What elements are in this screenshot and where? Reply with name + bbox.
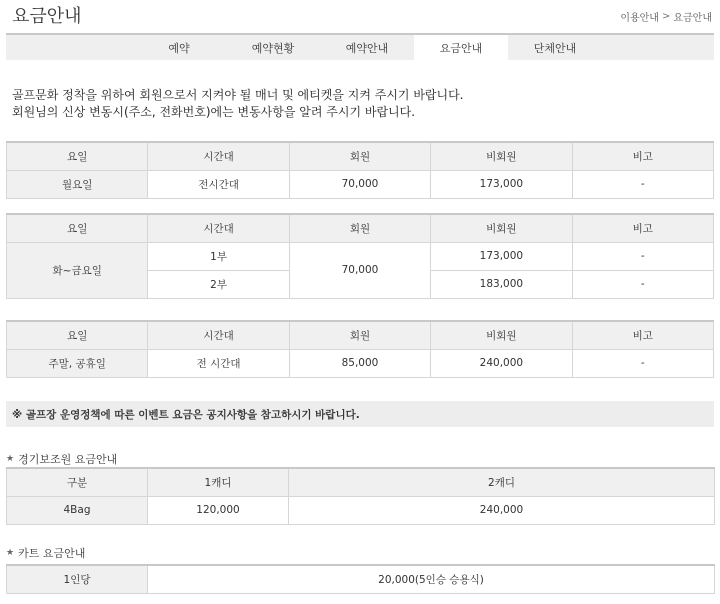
- day-cell: 월요일: [7, 170, 148, 198]
- nonmember-price-cell: 173,000: [431, 170, 572, 198]
- notice-line-1: 골프문화 정착을 위하여 회원으로서 지켜야 될 매너 및 에티켓을 지켜 주시기 바랍니다.: [12, 88, 464, 102]
- member-price-cell: 85,000: [289, 349, 430, 377]
- header-note: 비고: [572, 214, 713, 242]
- header-member: 회원: [289, 142, 430, 170]
- breadcrumb-separator: >: [661, 11, 671, 22]
- event-notice: ※ 골프장 운영정책에 따른 이벤트 요금은 공지사항을 참고하시기 바랍니다.: [6, 401, 714, 427]
- header-day: 요일: [7, 321, 148, 349]
- header-nonmember: 비회원: [431, 142, 572, 170]
- note-cell: -: [572, 242, 713, 270]
- category-cell: 4Bag: [7, 496, 148, 524]
- cart-rate-table: [6, 564, 715, 594]
- weekend-rate-table: [6, 320, 714, 378]
- breadcrumb-item-usage-guide[interactable]: 이용안내: [620, 13, 659, 24]
- day-cell: 화~금요일: [7, 242, 148, 298]
- note-cell: -: [572, 349, 713, 377]
- two-caddie-price-cell: 240,000: [289, 496, 715, 524]
- time-cell: 2부: [148, 270, 289, 298]
- tab-group-guide[interactable]: 단체안내: [533, 41, 577, 55]
- one-caddie-price-cell: 120,000: [148, 496, 289, 524]
- cart-price-cell: 20,000(5인승 승용식): [148, 565, 715, 593]
- note-cell: -: [572, 170, 713, 198]
- tab-reservation[interactable]: 예약: [168, 41, 190, 55]
- cart-section-title: [6, 545, 85, 561]
- header-time: 시간대: [148, 142, 289, 170]
- nonmember-price-cell: 183,000: [431, 270, 572, 298]
- caddie-title-text: 경기보조원 요금안내: [18, 453, 118, 466]
- header-one-caddie: 1캐디: [148, 468, 289, 496]
- caddie-section-title: [6, 451, 117, 467]
- time-cell: 전시간대: [148, 170, 289, 198]
- tab-reservation-status[interactable]: 예약현황: [251, 41, 295, 55]
- header-day: 요일: [7, 214, 148, 242]
- cart-label-cell: 1인당: [7, 565, 148, 593]
- header-time: 시간대: [148, 214, 289, 242]
- breadcrumb: [620, 9, 712, 24]
- weekday-rate-table: [6, 213, 714, 299]
- tab-reservation-guide[interactable]: 예약안내: [345, 41, 389, 55]
- time-cell: 전 시간대: [148, 349, 289, 377]
- header-nonmember: 비회원: [431, 214, 572, 242]
- caddie-rate-table: [6, 467, 715, 525]
- tab-bar: [6, 33, 714, 60]
- star-icon: ★: [6, 454, 15, 464]
- day-cell: 주말, 공휴일: [7, 349, 148, 377]
- header-member: 회원: [289, 321, 430, 349]
- header-note: 비고: [572, 142, 713, 170]
- note-cell: -: [572, 270, 713, 298]
- cart-title-text: 카트 요금안내: [18, 547, 86, 560]
- header-member: 회원: [289, 214, 430, 242]
- nonmember-price-cell: 173,000: [431, 242, 572, 270]
- header-day: 요일: [7, 142, 148, 170]
- notice-line-2: 회원님의 신상 변동시(주소, 전화번호)에는 변동사항을 알려 주시기 바랍니다.: [12, 105, 416, 119]
- star-icon: ★: [6, 548, 15, 558]
- header-two-caddie: 2캐디: [289, 468, 715, 496]
- member-price-cell: 70,000: [289, 170, 430, 198]
- header-nonmember: 비회원: [431, 321, 572, 349]
- page-title: 요금안내: [12, 6, 82, 27]
- header-time: 시간대: [148, 321, 289, 349]
- monday-rate-table: [6, 141, 714, 199]
- nonmember-price-cell: 240,000: [431, 349, 572, 377]
- breadcrumb-item-rate-guide[interactable]: 요금안내: [673, 13, 712, 24]
- tab-rate-guide[interactable]: 요금안내: [414, 35, 508, 60]
- header-note: 비고: [572, 321, 713, 349]
- member-price-cell: 70,000: [289, 242, 430, 298]
- header-category: 구분: [7, 468, 148, 496]
- notice-text: [12, 87, 464, 121]
- time-cell: 1부: [148, 242, 289, 270]
